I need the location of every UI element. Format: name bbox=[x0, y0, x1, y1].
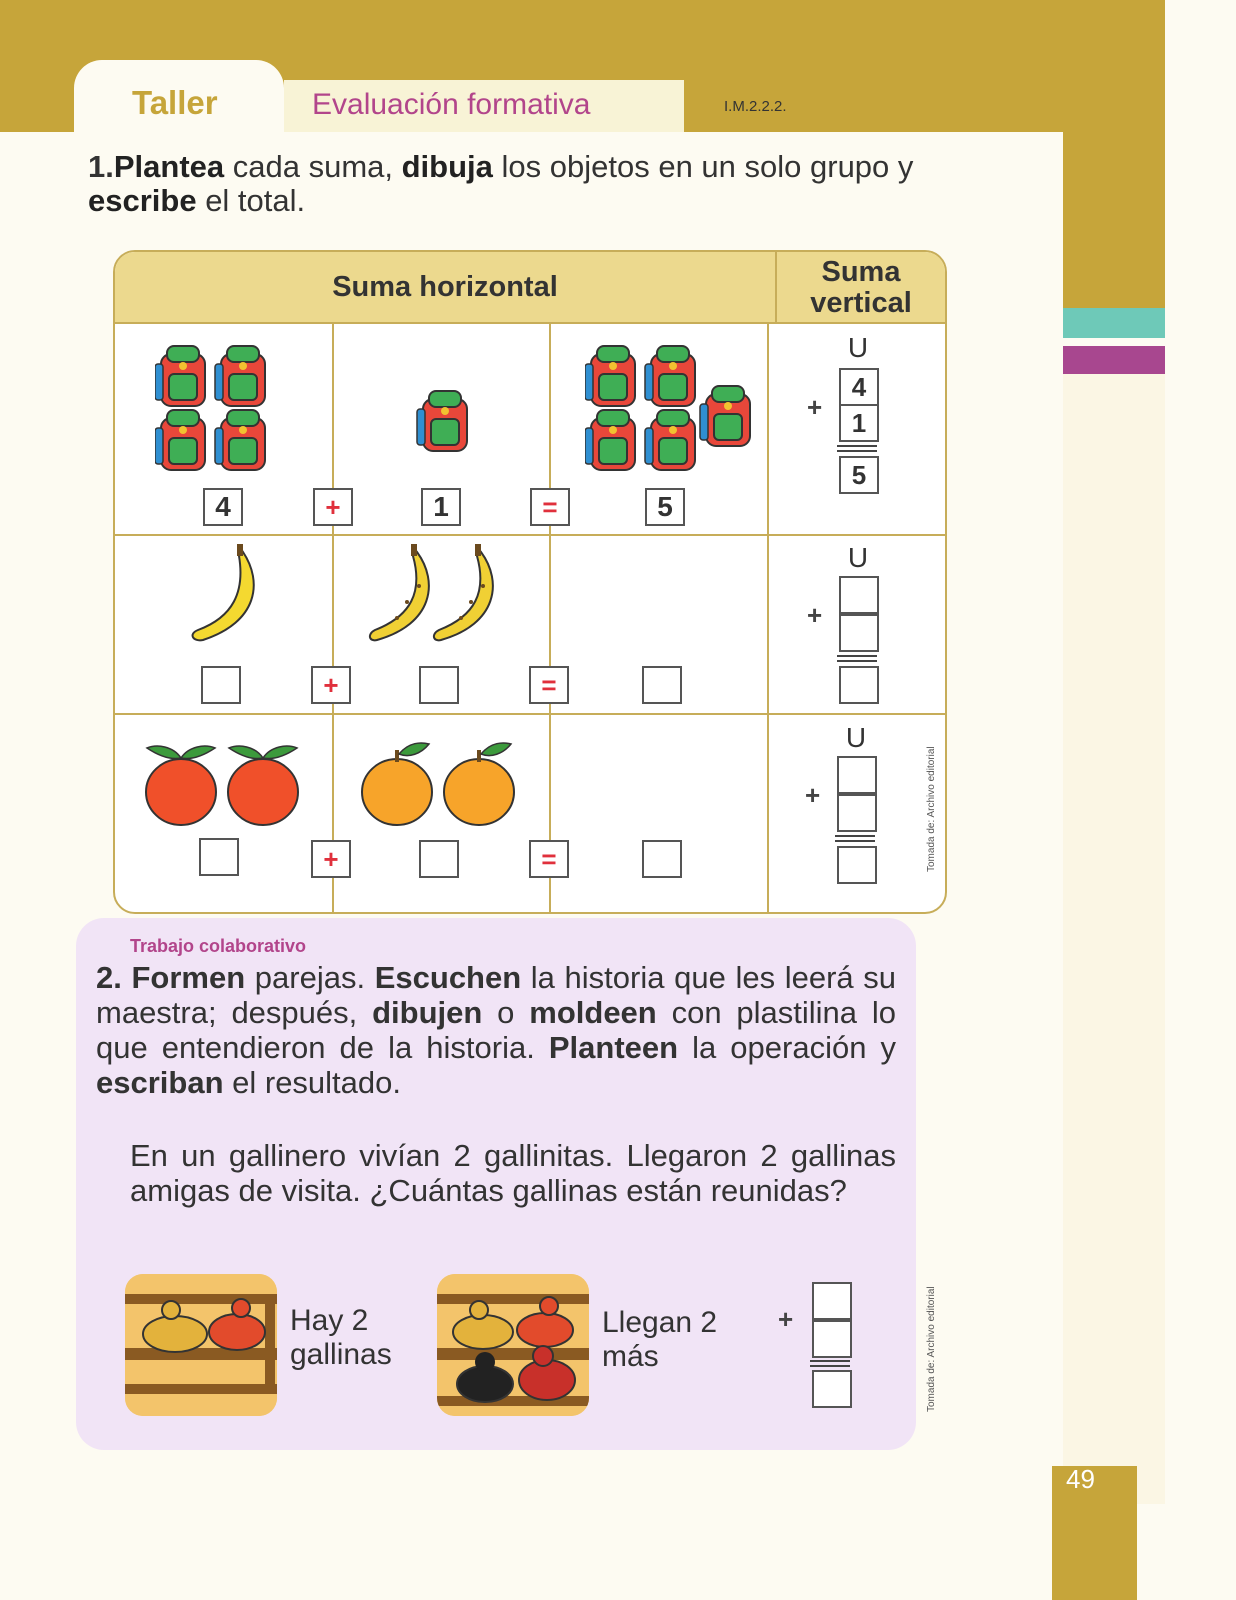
caption-2-line2: más bbox=[602, 1340, 659, 1373]
sum-bar bbox=[837, 655, 877, 657]
col-divider bbox=[549, 322, 551, 912]
page-edge bbox=[1165, 0, 1236, 1600]
q2-text-6: el resultado. bbox=[223, 1065, 402, 1100]
q2-verb-3: dibujen bbox=[372, 995, 483, 1030]
tab-taller bbox=[74, 60, 284, 138]
sum-box[interactable] bbox=[642, 666, 682, 704]
caption-1-line2: gallinas bbox=[290, 1338, 392, 1371]
question-2 bbox=[96, 960, 896, 1100]
caption-2-line1: Llegan 2 bbox=[602, 1306, 718, 1339]
q2-verb-1: Formen bbox=[131, 960, 246, 995]
tab-taller-label: Taller bbox=[132, 84, 218, 121]
sum-box[interactable] bbox=[642, 840, 682, 878]
sum-box[interactable]: 5 bbox=[645, 488, 685, 526]
sum-bar bbox=[810, 1365, 850, 1367]
tab-evaluacion bbox=[284, 80, 684, 132]
q1-text-1: cada suma, bbox=[224, 149, 402, 184]
equals-sign: = bbox=[530, 488, 570, 526]
banana-icon bbox=[183, 542, 273, 652]
tangerines-2-icon bbox=[143, 736, 303, 836]
sum-bar bbox=[835, 835, 875, 837]
plus-sign: + bbox=[311, 666, 351, 704]
vertical-sum[interactable]: 5 bbox=[839, 456, 879, 494]
page-sheet-margin bbox=[1063, 374, 1165, 1504]
vertical-addend-1[interactable] bbox=[839, 576, 879, 614]
vertical-addend-2[interactable]: 1 bbox=[839, 404, 879, 442]
sum-bar bbox=[810, 1360, 850, 1362]
page-number: 49 bbox=[1066, 1464, 1095, 1494]
tab-evaluacion-label: Evaluación formativa bbox=[312, 88, 591, 121]
henhouse-picture-2 bbox=[437, 1274, 589, 1416]
equals-sign: = bbox=[529, 840, 569, 878]
hens-2-icon bbox=[125, 1274, 277, 1416]
units-label: U bbox=[847, 542, 869, 573]
q2-text-2: la historia que les leerá su maestra; después, bbox=[96, 960, 896, 1030]
q1-verb-1: Plantea bbox=[113, 149, 225, 184]
equals-sign: = bbox=[529, 666, 569, 704]
q2-text-4: con plastilina lo que entendieron de la historia. bbox=[96, 995, 897, 1065]
image-credit: Tomada de: Archivo editorial bbox=[926, 1286, 937, 1412]
plus-sign: + bbox=[313, 488, 353, 526]
image-credit: Tomada de: Archivo editorial bbox=[926, 746, 937, 872]
q2-plus: + bbox=[778, 1304, 794, 1334]
collaborative-label: Trabajo colaborativo bbox=[130, 936, 307, 956]
addend-2-box[interactable]: 1 bbox=[421, 488, 461, 526]
sum-bar bbox=[835, 840, 875, 842]
q1-number: 1. bbox=[88, 149, 114, 184]
table-header bbox=[115, 252, 945, 324]
side-band bbox=[1063, 0, 1165, 318]
vertical-sum[interactable] bbox=[837, 846, 877, 884]
vertical-plus: + bbox=[807, 600, 823, 630]
header-vertical-line2: vertical bbox=[810, 287, 912, 319]
addend-1-box[interactable] bbox=[201, 666, 241, 704]
q2-number: 2. bbox=[96, 960, 122, 995]
q1-verb-3: escribe bbox=[88, 183, 197, 218]
plus-sign: + bbox=[311, 840, 351, 878]
vertical-addend-1[interactable] bbox=[837, 756, 877, 794]
vertical-addend-2[interactable] bbox=[839, 614, 879, 652]
q1-text-2: los objetos en un solo grupo y bbox=[492, 149, 914, 184]
col-divider bbox=[332, 322, 334, 912]
addition-table bbox=[113, 250, 947, 914]
vertical-addend-2[interactable] bbox=[837, 794, 877, 832]
backpack-1-icon bbox=[415, 387, 475, 457]
vertical-sum[interactable] bbox=[839, 666, 879, 704]
q2-verb-4: moldeen bbox=[529, 995, 657, 1030]
q2-addend-2[interactable] bbox=[812, 1320, 852, 1358]
addend-2-box[interactable] bbox=[419, 666, 459, 704]
vertical-plus: + bbox=[807, 392, 823, 422]
header-vertical-line1: Suma bbox=[821, 256, 901, 288]
header-horizontal: Suma horizontal bbox=[332, 271, 558, 303]
q2-verb-5: Planteen bbox=[548, 1030, 679, 1065]
q2-sum[interactable] bbox=[812, 1370, 852, 1408]
units-label: U bbox=[845, 722, 867, 753]
q2-verb-2: Escuchen bbox=[374, 960, 522, 995]
q2-addend-1[interactable] bbox=[812, 1282, 852, 1320]
addend-2-box[interactable] bbox=[419, 840, 459, 878]
story-text: En un gallinero vivían 2 gallinitas. Llegaron 2 gallinas amigas de visita. ¿Cuántas gallinas están reunidas? bbox=[130, 1138, 896, 1208]
backpacks-5-icon bbox=[585, 344, 755, 474]
pink-stripe bbox=[1063, 346, 1165, 374]
sum-bar bbox=[837, 445, 877, 447]
vertical-addend-1[interactable]: 4 bbox=[839, 368, 879, 406]
q2-verb-6: escriban bbox=[96, 1065, 224, 1100]
q1-text-3: el total. bbox=[196, 183, 306, 218]
teal-stripe bbox=[1063, 308, 1165, 338]
backpacks-4-icon bbox=[155, 344, 275, 474]
caption-2 bbox=[602, 1306, 717, 1374]
sum-bar bbox=[837, 660, 877, 662]
row-divider bbox=[115, 713, 945, 715]
q2-text-3: o bbox=[482, 995, 530, 1030]
oranges-2-icon bbox=[359, 736, 519, 836]
sum-bar bbox=[837, 450, 877, 452]
addend-1-box[interactable]: 4 bbox=[203, 488, 243, 526]
caption-1-line1: Hay 2 bbox=[290, 1304, 369, 1337]
skill-code: I.M.2.2.2. bbox=[724, 98, 787, 115]
henhouse-picture-1 bbox=[125, 1274, 277, 1416]
hens-4-icon bbox=[437, 1274, 589, 1416]
caption-1 bbox=[290, 1304, 392, 1372]
vertical-plus: + bbox=[805, 780, 821, 810]
q2-text-1: parejas. bbox=[245, 960, 375, 995]
col-divider bbox=[767, 322, 769, 912]
row-divider bbox=[115, 534, 945, 536]
header-vertical bbox=[775, 252, 945, 322]
units-label: U bbox=[847, 332, 869, 363]
q2-text-5: la operación y bbox=[678, 1030, 896, 1065]
addend-1-box[interactable] bbox=[199, 838, 239, 876]
question-1 bbox=[88, 150, 948, 218]
bananas-2-icon bbox=[367, 542, 517, 652]
q1-verb-2: dibuja bbox=[401, 149, 493, 184]
